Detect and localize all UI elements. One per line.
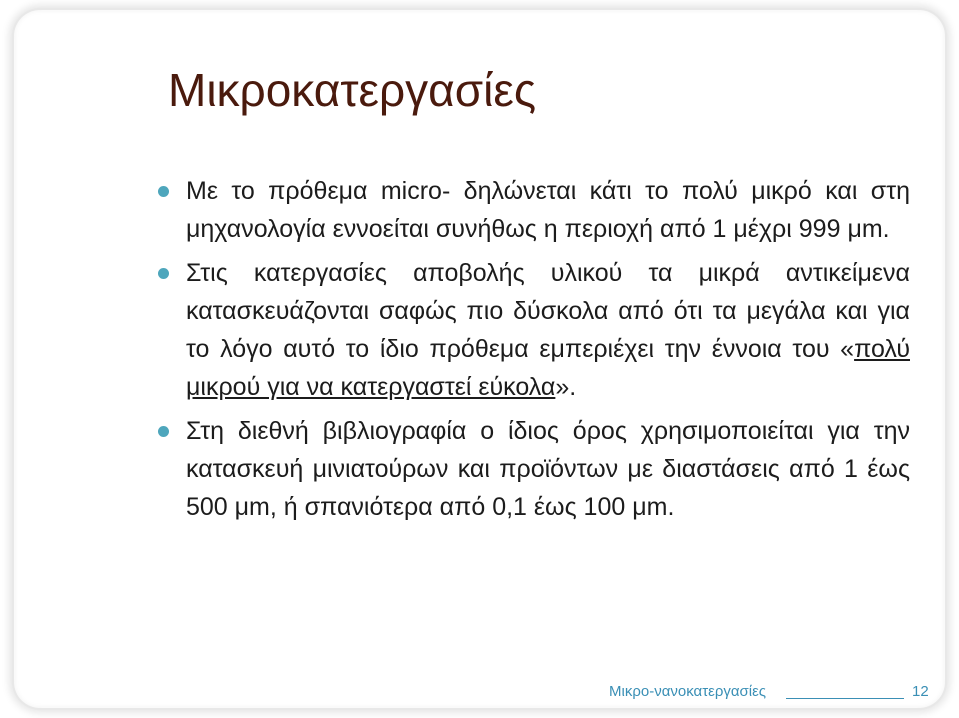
bullet-text-underlined: πολύ μικρού για να κατεργαστεί εύκολα [186, 335, 910, 401]
bullet-text: Στη διεθνή βιβλιογραφία ο ίδιος όρος χρησιμοποιείται για την κατασκευή μινιατούρων και προϊόντων με διαστάσεις από 1 έως 500 μm, ή σπανιότερα από 0,1 έως 100 μm. [186, 417, 910, 521]
bullet-text-after: ». [555, 373, 577, 401]
bullet-text: Με το πρόθεμα micro- δηλώνεται κάτι το πολύ μικρό και στη μηχανολογία εννοείται συνήθως η περιοχή από 1 μέχρι 999 μm. [186, 177, 910, 243]
slide-title: Μικροκατεργασίες [168, 64, 537, 116]
bullet-item-2 [158, 254, 910, 406]
bullet-dot-icon [158, 268, 169, 279]
bullet-text-before: Στις κατεργασίες αποβολής υλικού τα μικρά αντικείμενα κατασκευάζονται σαφώς πιο δύσκολα από ότι τα μεγάλα και για το λόγο αυτό το ίδιο πρόθεμα εμπεριέχει την έννοια του « [186, 259, 910, 363]
page-number: 12 [912, 683, 929, 700]
bullet-dot-icon [158, 426, 169, 437]
footer-divider [786, 698, 904, 699]
bullet-item-1 [158, 172, 910, 248]
bullet-item-3 [158, 412, 910, 526]
footer-title: Μικρο-νανοκατεργασίες [609, 683, 767, 700]
bullet-list [158, 172, 910, 532]
bullet-dot-icon [158, 186, 169, 197]
